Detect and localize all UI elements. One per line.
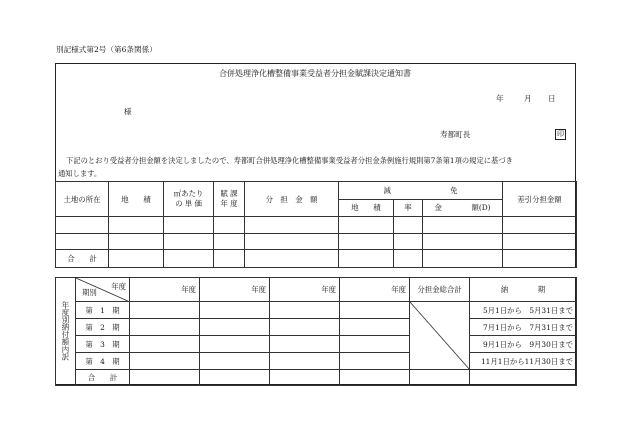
year-col-4: 年度 — [340, 278, 410, 302]
header-net-amount: 差引分担金額 — [503, 182, 577, 217]
side-label-text: 年度別納付額内訳 — [61, 300, 70, 361]
total-label: 合 計 — [56, 250, 109, 268]
header-year: 年度 — [111, 282, 126, 291]
header-reduction: 減 免 — [339, 182, 503, 200]
period-label: 第 4 期 — [76, 353, 130, 370]
date-day: 日 — [548, 94, 556, 103]
table-row — [56, 233, 577, 250]
seal-mark: 印 — [557, 130, 564, 138]
body-text-line2: 通知します。 — [58, 169, 102, 178]
period-label: 第 2 期 — [76, 319, 130, 336]
grand-total-blank — [410, 302, 470, 370]
issuer: 寿都町長 — [440, 130, 471, 139]
header-reduction-rate: 率 — [394, 199, 423, 217]
header-due-period: 納 期 — [470, 278, 577, 302]
header-location: 土地の所在 — [56, 182, 109, 217]
table-row — [56, 319, 577, 336]
due-period: 11月1日から11月30日まで — [470, 353, 577, 370]
period-label: 第 1 期 — [76, 302, 130, 319]
table-row — [56, 217, 577, 234]
due-period: 7月1日から 7月31日まで — [470, 319, 577, 336]
table-row — [56, 336, 577, 353]
period-label: 第 3 期 — [76, 336, 130, 353]
table-row — [56, 353, 577, 370]
body-text-line1: 下記のとおり受益者分担金額を決定しましたので、寿都町合併処理浄化槽整備事業受益者分担金条例施行規則第7条第1項の規定に基づき — [66, 156, 513, 165]
due-period: 9月1日から 9月30日まで — [470, 336, 577, 353]
header-area: 地 積 — [109, 182, 164, 217]
total-label: 合 計 — [76, 370, 130, 386]
document-title: 合併処理浄化槽整備事業受益者分担金賦課決定通知書 — [219, 69, 411, 78]
header-reduction-area: 地 積 — [339, 199, 394, 217]
header-amount: 分 担 金 額 — [245, 182, 339, 217]
form-id: 別記様式第2号（第6条関係） — [56, 45, 157, 54]
side-label — [56, 278, 76, 386]
header-unit-price: ㎡あたり の 単 価 — [164, 182, 214, 217]
installment-table — [55, 277, 577, 386]
year-col-3: 年度 — [270, 278, 340, 302]
diagonal-header — [76, 278, 130, 302]
header-grand-total: 分担金総合計 — [410, 278, 470, 302]
year-col-2: 年度 — [200, 278, 270, 302]
header-levy-year: 賦 課 年 度 — [214, 182, 245, 217]
year-col-1: 年度 — [130, 278, 200, 302]
table-row — [56, 302, 577, 319]
diagonal-line — [410, 302, 470, 370]
due-period: 5月1日から 5月31日まで — [470, 302, 577, 319]
date-month: 月 — [524, 94, 532, 103]
addressee-suffix: 様 — [124, 107, 132, 116]
assessment-table — [55, 181, 577, 268]
header-reduction-amount: 金 額(D) — [423, 199, 503, 217]
date-year: 年 — [496, 94, 504, 103]
header-period: 期別 — [82, 288, 97, 297]
